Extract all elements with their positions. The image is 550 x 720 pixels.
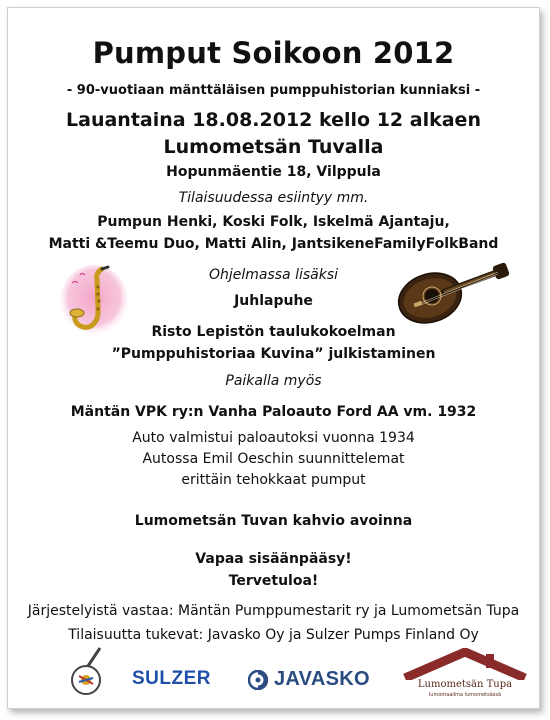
truck-info-1: Auto valmistui paloautoksi vuonna 1934: [132, 430, 415, 446]
collection-line-2: ”Pumppuhistoriaa Kuvina” julkistaminen: [111, 346, 436, 362]
fire-truck-heading: Mäntän VPK ry:n Vanha Paloauto Ford AA vm. 1932: [70, 404, 477, 420]
poster-title: Pumput Soikoon 2012: [92, 36, 455, 70]
tupa-logo-name: Lumometsän Tupa: [417, 679, 513, 690]
lumometsan-tupa-logo: [400, 648, 530, 703]
sulzer-logo: SULZER: [132, 668, 211, 689]
event-venue: Lumometsän Tuvalla: [163, 136, 384, 158]
welcome-text: Tervetuloa!: [228, 573, 319, 589]
javasko-swirl-icon: [248, 670, 268, 690]
organizers-text: Järjestelyistä vastaa: Mäntän Pumppumestarit ry ja Lumometsän Tupa: [27, 603, 520, 619]
program-speech: Juhlapuhe: [234, 293, 313, 309]
performers-intro: Tilaisuudessa esiintyy mm.: [178, 190, 369, 206]
javasko-logo-text: JAVASKO: [274, 668, 370, 690]
truck-info-3: erittäin tehokkaat pumput: [181, 472, 366, 488]
performers-line-1: Pumpun Henki, Koski Folk, Iskelmä Ajantaju,: [97, 214, 450, 230]
free-entry: Vapaa sisäänpääsy!: [195, 551, 352, 567]
poster-subtitle: - 90-vuotiaan mänttäläisen pumppuhistorian kunniaksi -: [66, 83, 481, 98]
event-date: Lauantaina 18.08.2012 kello 12 alkaen: [66, 109, 481, 131]
poster-page: [7, 7, 540, 709]
program-intro: Ohjelmassa lisäksi: [208, 267, 339, 283]
performers-line-2: Matti &Teemu Duo, Matti Alin, JantsikeneFamilyFolkBand: [48, 236, 499, 252]
javasko-logo: [248, 668, 370, 691]
sponsors-text: Tilaisuutta tukevat: Javasko Oy ja Sulzer Pumps Finland Oy: [68, 627, 479, 643]
onsite-intro: Paikalla myös: [225, 373, 322, 389]
collection-line-1: Risto Lepistön taulukokoelman: [151, 324, 396, 340]
cafe-notice: Lumometsän Tuvan kahvio avoinna: [134, 513, 413, 529]
truck-info-2: Autossa Emil Oeschin suunnittelemat: [142, 451, 405, 467]
roof-icon: [400, 648, 530, 680]
event-address: Hopunmäentie 18, Vilppula: [166, 164, 381, 180]
pumppumestarit-logo-icon: [66, 646, 110, 702]
tupa-logo-tagline: lumomaailma lumometsässä: [428, 692, 502, 698]
